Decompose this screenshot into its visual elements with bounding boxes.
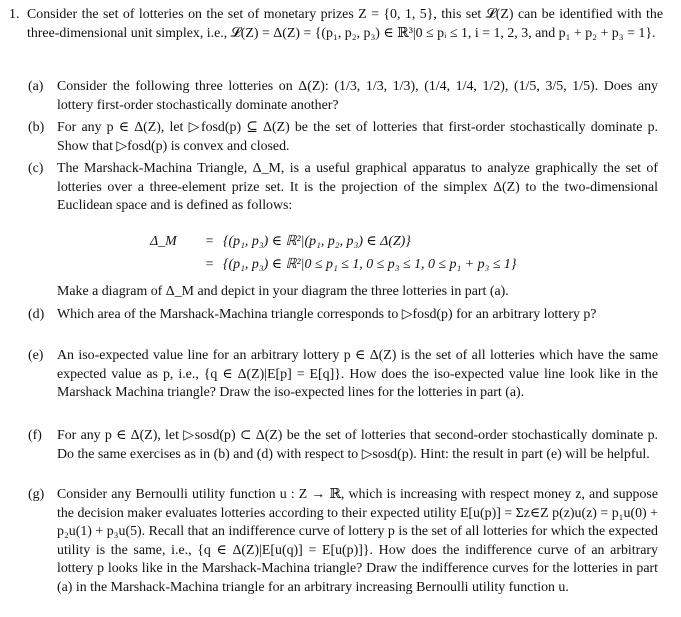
part-text: Which area of the Marshack-Machina triangle corresponds to ▷fosd(p) for an arbitrary lottery p?: [57, 307, 597, 322]
part-f: [28, 427, 658, 464]
part-label: (d): [28, 307, 45, 322]
math-equals: =: [205, 257, 214, 272]
part-label: (f): [28, 428, 42, 443]
display-math-line-1: [150, 233, 630, 252]
problem-intro: Consider the set of lotteries on the set of monetary prizes Z = {0, 1, 5}, this set 𝓛(Z) can be identified with the three-dimensional unit simplex, i.e., 𝓛(Z) = Δ(Z) = {(p₁, p₂, p₃) ∈ ℝ³|0 ≤ pᵢ ≤ 1, i = 1, 2, 3, and p₁ + p₂ + p₃ = 1}.: [27, 7, 663, 41]
part-label: (g): [28, 487, 45, 502]
math-expression: {(p₁, p₃) ∈ ℝ²|0 ≤ p₁ ≤ 1, 0 ≤ p₃ ≤ 1, 0 ≤ p₁ + p₃ ≤ 1}: [222, 257, 517, 272]
part-label: (b): [28, 120, 45, 135]
part-text: Consider the following three lotteries on Δ(Z): (1/3, 1/3, 1/3), (1/4, 1/4, 1/2), (1/5, 3/5, 1/5). Does any lottery first-order stochastically dominate another?: [57, 79, 658, 113]
part-b: [28, 119, 658, 156]
part-text: For any p ∈ Δ(Z), let ▷fosd(p) ⊆ Δ(Z) be the set of lotteries that first-order stochastically dominate p. Show that ▷fosd(p) is convex and closed.: [57, 120, 658, 154]
part-text: For any p ∈ Δ(Z), let ▷sosd(p) ⊂ Δ(Z) be the set of lotteries that second-order stochastically dominate p. Do the same exercises as in (b) and (d) with respect to ▷sosd(p). Hint: the result in part (e) will be helpful.: [57, 428, 658, 462]
math-expression: {(p₁, p₃) ∈ ℝ²|(p₁, p₂, p₃) ∈ Δ(Z)}: [222, 234, 411, 249]
math-lhs: Δ_M: [150, 234, 177, 249]
part-label: (e): [28, 348, 44, 363]
part-label: (c): [28, 161, 44, 176]
part-a: [28, 78, 658, 115]
part-label: (a): [28, 79, 44, 94]
part-text: The Marshack-Machina Triangle, Δ_M, is a useful graphical apparatus to analyze graphically the set of lotteries over a three-element prize set. It is the projection of the simplex Δ(Z) to the two-dimensional Euclidean space and is defined as follows:: [57, 161, 658, 214]
part-d: [28, 306, 658, 325]
part-g: [28, 486, 658, 598]
part-text: Consider any Bernoulli utility function u : Z → ℝ, which is increasing with respect money z, and suppose the decision maker evaluates lotteries according to their expected utility E[u(p)] = Σz∈Z p(z)u(z) = p₁u(0) + p₂u(1) + p₃u(5). Recall that an indifference curve of lottery p is the set of all lotteries for which the expected utility is the same, i.e., {q ∈ Δ(Z)|E[u(q)] = E[u(p)]}. How does the indifference curve of an arbitrary lottery p looks like in the Marshack-Machina triangle? Draw the indifference curves for the lotteries in part (a) in the Marshack-Machina triangle for an arbitrary increasing Bernoulli utility function u.: [57, 487, 658, 595]
part-e: [28, 347, 658, 403]
part-c: [28, 160, 658, 216]
part-text: An iso-expected value line for an arbitrary lottery p ∈ Δ(Z) is the set of all lotteries which have the same expected value as p, i.e., {q ∈ Δ(Z)|E[p] = E[q]}. How does the iso-expected value line look like in the Marshack Machina triangle? Draw the iso-expected lines for the lotteries in part (a).: [57, 348, 658, 401]
part-c-continuation: Make a diagram of Δ_M and depict in your diagram the three lotteries in part (a).: [57, 284, 509, 299]
math-equals: =: [205, 234, 214, 249]
problem-number: 1.: [9, 7, 20, 22]
display-math-line-2: [150, 256, 630, 275]
